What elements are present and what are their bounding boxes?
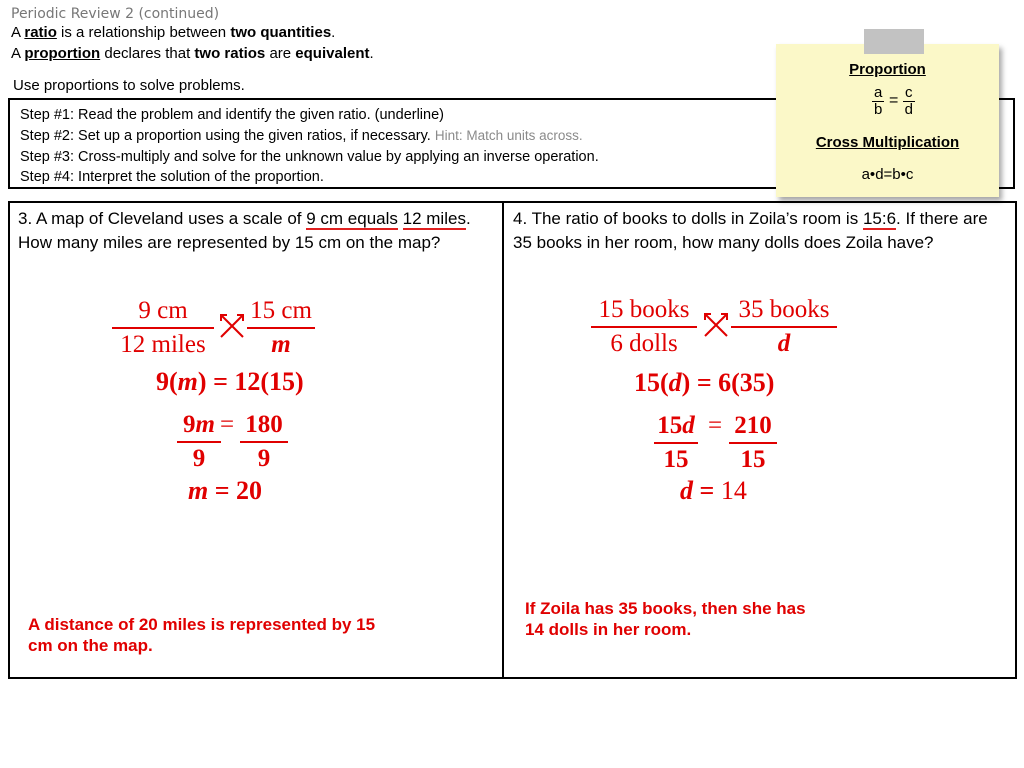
p3-eq2-lhs-var: m bbox=[195, 411, 215, 438]
p4-answer: If Zoila has 35 books, then she has 14 dolls in her room. bbox=[525, 599, 806, 639]
step-1: Step #1: Read the problem and identify the given ratio. (underline) bbox=[20, 107, 444, 123]
step-4: Step #4: Interpret the solution of the proportion. bbox=[20, 169, 324, 185]
frac-c-d bbox=[903, 85, 915, 118]
tape bbox=[864, 29, 924, 54]
p4-underline: 15:6 bbox=[862, 209, 897, 228]
p4-eq2-rhs-den: 15 bbox=[740, 446, 766, 473]
cross-equation: a•d=b•c bbox=[861, 166, 914, 183]
problems-grid bbox=[8, 201, 1017, 679]
p3-eq2-lhs-den: 9 bbox=[192, 445, 206, 472]
p3-equation-1 bbox=[156, 367, 304, 397]
column-divider bbox=[502, 201, 504, 679]
p3-text-post: . How many miles are represented by 15 cm on the map? bbox=[18, 209, 471, 252]
ratio-def-a: A bbox=[11, 24, 21, 41]
p3-eq2-equals: = bbox=[220, 411, 235, 438]
p3-fraction-1 bbox=[112, 295, 214, 361]
p4-frac1-num: 15 books bbox=[591, 294, 697, 328]
frac-d: d bbox=[904, 101, 913, 118]
prop-def-are: are bbox=[269, 45, 292, 62]
ratio-def-end: . bbox=[331, 24, 336, 41]
ratio-def-mid: is a relationship between bbox=[61, 24, 227, 41]
p4-eq2-equals: = bbox=[708, 412, 723, 439]
frac-a-b bbox=[872, 85, 884, 118]
prop-def-mid: declares that bbox=[104, 45, 191, 62]
frac-b: b bbox=[874, 101, 883, 118]
p3-text-pre: 3. A map of Cleveland uses a scale of bbox=[18, 209, 307, 228]
p3-answer: A distance of 20 miles is represented by 15 cm on the map. bbox=[28, 615, 376, 655]
p3-eq2-rhs-num: 180 bbox=[240, 409, 288, 443]
problem-4-text bbox=[513, 207, 1003, 255]
sticky-note bbox=[776, 44, 999, 197]
p3-equation-3 bbox=[188, 476, 262, 506]
p4-text-post: . If there are 35 books in her room, how many dolls does Zoila have? bbox=[513, 209, 988, 252]
p4-eq2-lhs bbox=[654, 410, 698, 476]
p3-frac1-num: 9 cm bbox=[112, 295, 214, 329]
step-2-hint: Hint: Match units across. bbox=[434, 128, 583, 143]
p4-frac2-num: 35 books bbox=[731, 294, 837, 328]
p4-eq2-lhs-num-a: 15 bbox=[657, 412, 683, 439]
p4-eq2-rhs bbox=[729, 410, 777, 476]
p3-eq1-var: m bbox=[177, 367, 198, 396]
p4-eq3-val: 14 bbox=[720, 476, 747, 505]
p3-fraction-2 bbox=[247, 295, 315, 361]
p3-frac1-den: 12 miles bbox=[120, 331, 206, 358]
p3-frac2-den: m bbox=[271, 331, 291, 358]
p4-eq1-var: d bbox=[668, 368, 682, 397]
frac-c: c bbox=[905, 84, 913, 101]
frac-a: a bbox=[874, 84, 883, 101]
p4-frac1-den: 6 dolls bbox=[610, 330, 678, 357]
p3-eq1-b: ) = 12(15) bbox=[197, 367, 304, 396]
p3-eq3-rest: = 20 bbox=[214, 476, 263, 505]
p3-eq2-lhs-num-a: 9 bbox=[183, 411, 196, 438]
p3-eq2-lhs bbox=[177, 409, 221, 475]
p4-cross-arrows-icon bbox=[702, 311, 730, 339]
p4-eq3-var: d bbox=[680, 476, 693, 505]
step-2-text: Step #2: Set up a proportion using the given ratios, if necessary. bbox=[20, 128, 431, 144]
page-title: Periodic Review 2 (continued) bbox=[11, 6, 220, 22]
problem-3-text bbox=[18, 207, 496, 255]
equals-sign: = bbox=[889, 92, 899, 109]
p3-eq1-a: 9( bbox=[156, 367, 178, 396]
p4-text-pre: 4. The ratio of books to dolls in Zoila’s room is bbox=[513, 209, 863, 228]
p4-eq2-lhs-den: 15 bbox=[663, 446, 689, 473]
p4-equation-3 bbox=[680, 476, 747, 506]
p4-eq1-b: ) = 6(35) bbox=[681, 368, 775, 397]
p3-eq3-var: m bbox=[188, 476, 209, 505]
p4-eq2-lhs-var: d bbox=[682, 412, 695, 439]
p3-eq2-rhs bbox=[240, 409, 288, 475]
proportion-term: proportion bbox=[24, 45, 101, 62]
p4-equation-1 bbox=[634, 368, 774, 398]
p3-cross-arrows-icon bbox=[218, 312, 246, 340]
use-proportions-text: Use proportions to solve problems. bbox=[13, 77, 245, 94]
p4-frac2-den: d bbox=[777, 330, 791, 357]
ratio-definition bbox=[11, 24, 335, 41]
p3-underline-2: 12 miles bbox=[402, 209, 466, 228]
p4-fraction-1 bbox=[591, 294, 697, 360]
prop-def-bold1: two ratios bbox=[194, 45, 266, 62]
p4-eq2-rhs-num: 210 bbox=[729, 410, 777, 444]
prop-def-end: . bbox=[369, 45, 374, 62]
p3-frac2-num: 15 cm bbox=[247, 295, 315, 329]
step-3: Step #3: Cross-multiply and solve for the unknown value by applying an inverse operation. bbox=[20, 149, 599, 165]
p3-eq2-rhs-den: 9 bbox=[257, 445, 271, 472]
p4-fraction-2 bbox=[731, 294, 837, 360]
p4-eq3-eq: = bbox=[699, 476, 715, 505]
prop-def-bold2: equivalent bbox=[295, 45, 370, 62]
proportion-heading: Proportion bbox=[849, 61, 926, 78]
proportion-definition bbox=[11, 45, 374, 62]
p4-eq1-a: 15( bbox=[634, 368, 669, 397]
prop-def-a: A bbox=[11, 45, 21, 62]
step-2 bbox=[20, 128, 583, 144]
ratio-term: ratio bbox=[24, 24, 57, 41]
p3-underline-1: 9 cm equals bbox=[306, 209, 398, 228]
ratio-def-bold: two quantities bbox=[230, 24, 332, 41]
cross-multiplication-heading: Cross Multiplication bbox=[815, 134, 960, 151]
